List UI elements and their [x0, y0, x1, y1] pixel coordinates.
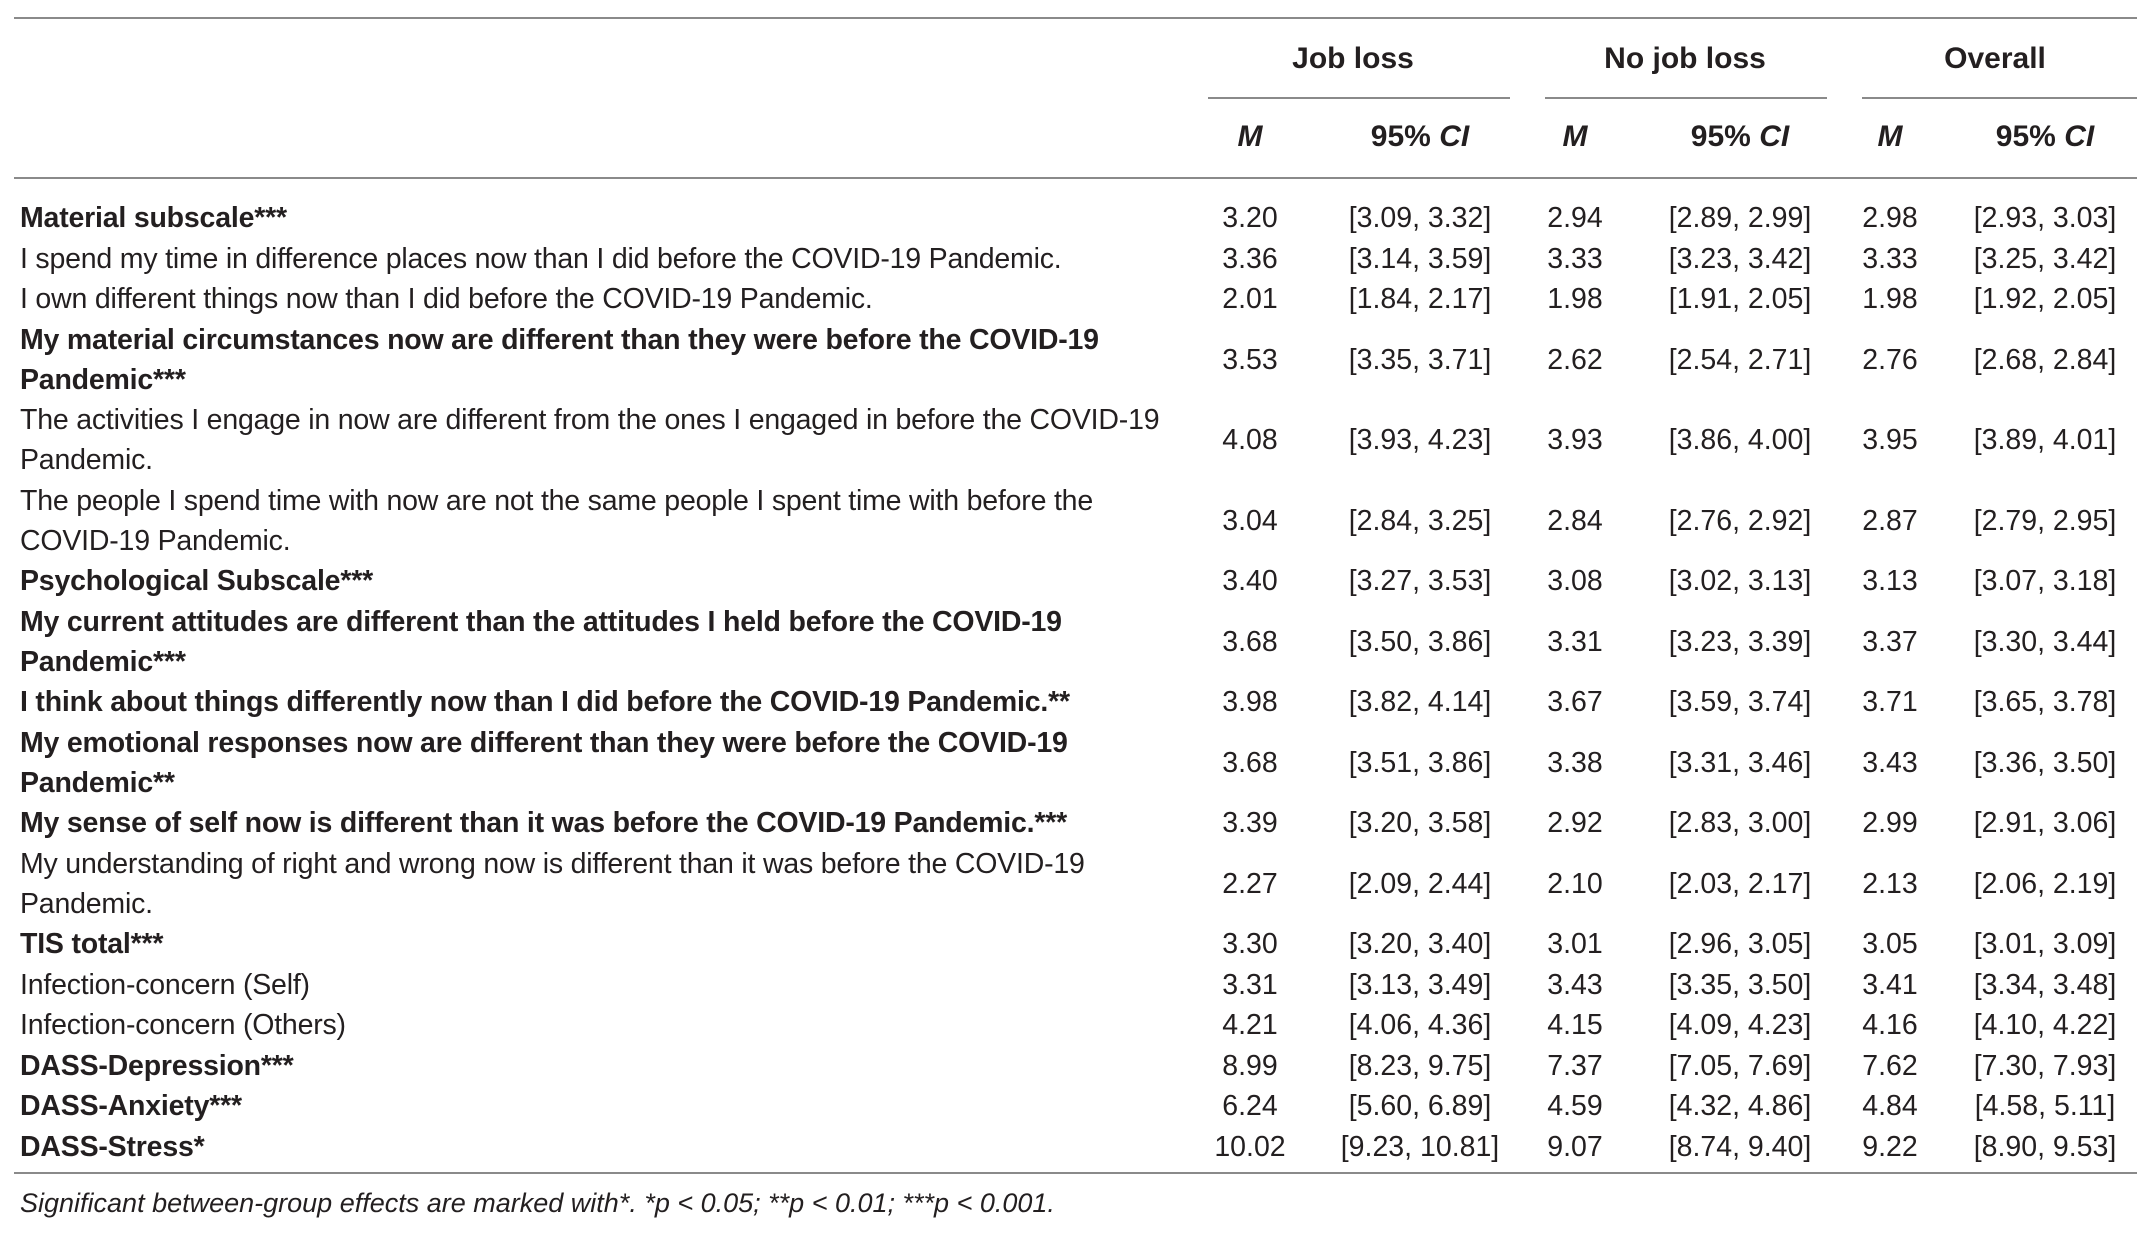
cell-overall-m: 4.84 — [1862, 1090, 1918, 1122]
cell-overall-ci: [2.68, 2.84] — [1973, 343, 2117, 376]
cell-nojobloss-m: 3.67 — [1547, 686, 1603, 718]
cell-overall-ci: [2.79, 2.95] — [1973, 504, 2117, 537]
row-label: TIS total*** — [20, 928, 164, 960]
table-row — [0, 1005, 2151, 1046]
cell-nojobloss-ci: [2.83, 3.00] — [1668, 807, 1812, 839]
cell-jobloss-m: 2.27 — [1222, 867, 1278, 900]
cell-jobloss-ci: [3.14, 3.59] — [1348, 242, 1492, 275]
cell-nojobloss-ci: [7.05, 7.69] — [1668, 1049, 1812, 1082]
cell-jobloss-m: 3.39 — [1222, 807, 1278, 839]
header-bottom-rule — [14, 177, 2137, 179]
cell-overall-ci: [3.34, 3.48] — [1973, 968, 2117, 1001]
cell-nojobloss-m: 3.01 — [1547, 928, 1603, 960]
row-label: DASS-Anxiety*** — [20, 1090, 242, 1122]
cell-nojobloss-ci: [8.74, 9.40] — [1668, 1130, 1812, 1163]
table-top-rule — [14, 17, 2137, 19]
cell-nojobloss-m: 3.31 — [1547, 625, 1603, 658]
cell-nojobloss-m: 4.15 — [1547, 1009, 1603, 1041]
row-label: DASS-Stress* — [20, 1130, 205, 1163]
table-body — [0, 198, 2151, 1167]
row-label: The people I spend time with now are not the same people I spent time with before the COVID-19 Pandemic. — [20, 484, 1093, 557]
cell-nojobloss-m: 3.08 — [1547, 565, 1603, 597]
cell-nojobloss-ci: [2.03, 2.17] — [1668, 867, 1812, 900]
cell-overall-ci: [4.10, 4.22] — [1973, 1009, 2117, 1041]
cell-overall-m: 2.13 — [1862, 867, 1918, 900]
cell-jobloss-m: 3.53 — [1222, 343, 1278, 376]
cell-overall-ci: [3.89, 4.01] — [1973, 424, 2117, 456]
cell-jobloss-ci: [3.09, 3.32] — [1348, 202, 1492, 234]
cell-nojobloss-m: 2.62 — [1547, 343, 1603, 376]
cell-overall-ci: [3.01, 3.09] — [1973, 928, 2117, 960]
cell-overall-m: 3.37 — [1862, 625, 1918, 658]
cell-jobloss-ci: [3.27, 3.53] — [1348, 565, 1492, 597]
cell-jobloss-ci: [3.82, 4.14] — [1348, 686, 1492, 718]
cell-overall-m: 2.99 — [1862, 807, 1918, 839]
subheader-m-job-loss: M — [1237, 120, 1263, 153]
cell-nojobloss-m: 3.38 — [1547, 746, 1603, 779]
cell-jobloss-ci: [3.93, 4.23] — [1348, 424, 1492, 456]
table-row — [0, 1127, 2151, 1168]
cell-overall-ci: [4.58, 5.11] — [1974, 1090, 2116, 1122]
cell-overall-ci: [2.06, 2.19] — [1973, 867, 2117, 900]
cell-jobloss-ci: [9.23, 10.81] — [1340, 1130, 1500, 1163]
row-label: My understanding of right and wrong now is different than it was before the COVID-19 Pandemic. — [20, 847, 1085, 920]
cell-overall-ci: [2.91, 3.06] — [1973, 807, 2117, 839]
row-label: DASS-Depression*** — [20, 1049, 294, 1082]
cell-jobloss-ci: [3.35, 3.71] — [1348, 343, 1492, 376]
table-row — [0, 682, 2151, 723]
cell-nojobloss-ci: [3.23, 3.39] — [1668, 625, 1812, 658]
cell-overall-m: 2.87 — [1862, 504, 1918, 537]
cell-overall-m: 3.95 — [1862, 424, 1918, 456]
cell-overall-ci: [3.30, 3.44] — [1973, 625, 2117, 658]
cell-overall-m: 3.71 — [1862, 686, 1918, 718]
row-label: My emotional responses now are different than they were before the COVID-19 Pandemic** — [20, 726, 1068, 799]
cell-nojobloss-m: 2.94 — [1547, 202, 1603, 234]
cell-nojobloss-ci: [2.54, 2.71] — [1668, 343, 1812, 376]
group-header-job-loss: Job loss — [1292, 42, 1414, 75]
table-row — [0, 481, 2151, 562]
cell-overall-m: 3.13 — [1862, 565, 1918, 597]
cell-nojobloss-m: 9.07 — [1547, 1130, 1603, 1163]
table-row — [0, 279, 2151, 320]
cell-jobloss-m: 3.20 — [1222, 202, 1278, 234]
cell-nojobloss-m: 2.92 — [1547, 807, 1603, 839]
row-label: I think about things differently now than I did before the COVID-19 Pandemic.** — [20, 686, 1070, 718]
cell-overall-ci: [1.92, 2.05] — [1973, 283, 2117, 315]
cell-jobloss-ci: [3.20, 3.40] — [1348, 928, 1492, 960]
cell-jobloss-ci: [8.23, 9.75] — [1348, 1049, 1492, 1082]
row-label: I spend my time in difference places now than I did before the COVID-19 Pandemic. — [20, 242, 1062, 275]
cell-nojobloss-ci: [2.89, 2.99] — [1668, 202, 1812, 234]
cell-jobloss-m: 3.40 — [1222, 565, 1278, 597]
cell-jobloss-m: 3.68 — [1222, 625, 1278, 658]
cell-overall-m: 1.98 — [1862, 283, 1918, 315]
row-label: I own different things now than I did before the COVID-19 Pandemic. — [20, 283, 873, 315]
cell-jobloss-ci: [3.51, 3.86] — [1348, 746, 1492, 779]
row-label: Psychological Subscale*** — [20, 565, 373, 597]
table-row — [0, 602, 2151, 683]
cell-nojobloss-ci: [3.31, 3.46] — [1668, 746, 1812, 779]
cell-jobloss-ci: [1.84, 2.17] — [1348, 283, 1492, 315]
cell-nojobloss-m: 3.43 — [1547, 968, 1603, 1001]
cell-overall-m: 3.41 — [1862, 968, 1918, 1001]
cell-jobloss-m: 6.24 — [1222, 1090, 1278, 1122]
cell-nojobloss-ci: [2.96, 3.05] — [1668, 928, 1812, 960]
cell-overall-m: 2.98 — [1862, 202, 1918, 234]
cell-jobloss-m: 10.02 — [1214, 1130, 1286, 1163]
cell-jobloss-m: 4.08 — [1222, 424, 1278, 456]
cell-overall-ci: [2.93, 3.03] — [1973, 202, 2117, 234]
table-row — [0, 723, 2151, 804]
cell-overall-m: 3.33 — [1862, 242, 1918, 275]
table-row — [0, 320, 2151, 401]
cell-nojobloss-ci: [3.23, 3.42] — [1668, 242, 1812, 275]
cell-jobloss-ci: [2.84, 3.25] — [1348, 504, 1492, 537]
cell-nojobloss-ci: [4.32, 4.86] — [1668, 1090, 1812, 1122]
cell-nojobloss-m: 3.33 — [1547, 242, 1603, 275]
table-row — [0, 1046, 2151, 1087]
cell-jobloss-ci: [3.13, 3.49] — [1348, 968, 1492, 1001]
subheader-ci-overall: 95% CI — [1995, 120, 2095, 153]
cell-nojobloss-ci: [3.59, 3.74] — [1668, 686, 1812, 718]
subheader-ci-job-loss: 95% CI — [1370, 120, 1470, 153]
cell-nojobloss-m: 2.10 — [1547, 867, 1603, 900]
group-header-no-job-loss: No job loss — [1604, 42, 1766, 75]
cell-overall-m: 2.76 — [1862, 343, 1918, 376]
subheader-m-no-job-loss: M — [1562, 120, 1588, 153]
table-row — [0, 844, 2151, 925]
table-row — [0, 198, 2151, 239]
cell-nojobloss-m: 2.84 — [1547, 504, 1603, 537]
cell-nojobloss-ci: [3.02, 3.13] — [1668, 565, 1812, 597]
subheader-ci-no-job-loss: 95% CI — [1690, 120, 1790, 153]
table-row — [0, 924, 2151, 965]
row-label: Infection-concern (Others) — [20, 1009, 346, 1041]
cell-nojobloss-ci: [2.76, 2.92] — [1668, 504, 1812, 537]
cell-overall-m: 3.43 — [1862, 746, 1918, 779]
cell-overall-ci: [3.25, 3.42] — [1973, 242, 2117, 275]
cell-jobloss-m: 3.31 — [1222, 968, 1278, 1001]
cell-jobloss-m: 4.21 — [1222, 1009, 1278, 1041]
cell-jobloss-m: 8.99 — [1222, 1049, 1278, 1082]
table-row — [0, 239, 2151, 280]
cell-jobloss-m: 3.68 — [1222, 746, 1278, 779]
cell-jobloss-ci: [5.60, 6.89] — [1348, 1090, 1492, 1122]
cell-nojobloss-m: 3.93 — [1547, 424, 1603, 456]
cell-overall-m: 9.22 — [1862, 1130, 1918, 1163]
cell-nojobloss-m: 7.37 — [1547, 1049, 1603, 1082]
cell-overall-ci: [3.07, 3.18] — [1973, 565, 2117, 597]
cell-overall-ci: [3.36, 3.50] — [1973, 746, 2117, 779]
group-rule-overall — [1862, 97, 2137, 99]
cell-jobloss-m: 3.04 — [1222, 504, 1278, 537]
cell-jobloss-ci: [3.20, 3.58] — [1348, 807, 1492, 839]
cell-nojobloss-ci: [4.09, 4.23] — [1668, 1009, 1812, 1041]
table-row — [0, 400, 2151, 481]
cell-nojobloss-m: 4.59 — [1547, 1090, 1603, 1122]
cell-jobloss-ci: [3.50, 3.86] — [1348, 625, 1492, 658]
table-bottom-rule — [14, 1172, 2137, 1174]
cell-jobloss-m: 3.36 — [1222, 242, 1278, 275]
table-row — [0, 561, 2151, 602]
row-label: Infection-concern (Self) — [20, 968, 310, 1001]
group-rule-no-job-loss — [1545, 97, 1827, 99]
cell-nojobloss-ci: [3.86, 4.00] — [1668, 424, 1812, 456]
subheader-m-overall: M — [1877, 120, 1903, 153]
cell-overall-m: 3.05 — [1862, 928, 1918, 960]
cell-overall-ci: [3.65, 3.78] — [1973, 686, 2117, 718]
row-label: My current attitudes are different than the attitudes I held before the COVID-19 Pandemic*** — [20, 605, 1062, 678]
cell-jobloss-m: 2.01 — [1222, 283, 1278, 315]
cell-jobloss-ci: [4.06, 4.36] — [1348, 1009, 1492, 1041]
cell-overall-m: 7.62 — [1862, 1049, 1918, 1082]
cell-jobloss-ci: [2.09, 2.44] — [1348, 867, 1492, 900]
cell-jobloss-m: 3.30 — [1222, 928, 1278, 960]
cell-nojobloss-m: 1.98 — [1547, 283, 1603, 315]
row-label: My sense of self now is different than it was before the COVID-19 Pandemic.*** — [20, 807, 1068, 839]
cell-overall-ci: [7.30, 7.93] — [1973, 1049, 2117, 1082]
cell-jobloss-m: 3.98 — [1222, 686, 1278, 718]
cell-overall-m: 4.16 — [1862, 1009, 1918, 1041]
table-row — [0, 1086, 2151, 1127]
table-row — [0, 803, 2151, 844]
row-label: My material circumstances now are different than they were before the COVID-19 Pandemic*** — [20, 323, 1099, 396]
row-label: Material subscale*** — [20, 202, 287, 234]
group-rule-job-loss — [1208, 97, 1510, 99]
cell-nojobloss-ci: [1.91, 2.05] — [1668, 283, 1812, 315]
group-header-overall: Overall — [1944, 42, 2046, 75]
table-footnote: Significant between-group effects are marked with*. *p < 0.05; **p < 0.01; ***p < 0.001. — [20, 1188, 1055, 1218]
cell-nojobloss-ci: [3.35, 3.50] — [1668, 968, 1812, 1001]
cell-overall-ci: [8.90, 9.53] — [1973, 1130, 2117, 1163]
row-label: The activities I engage in now are different from the ones I engaged in before the COVID-19 Pandemic. — [20, 404, 1160, 476]
table-row — [0, 965, 2151, 1006]
